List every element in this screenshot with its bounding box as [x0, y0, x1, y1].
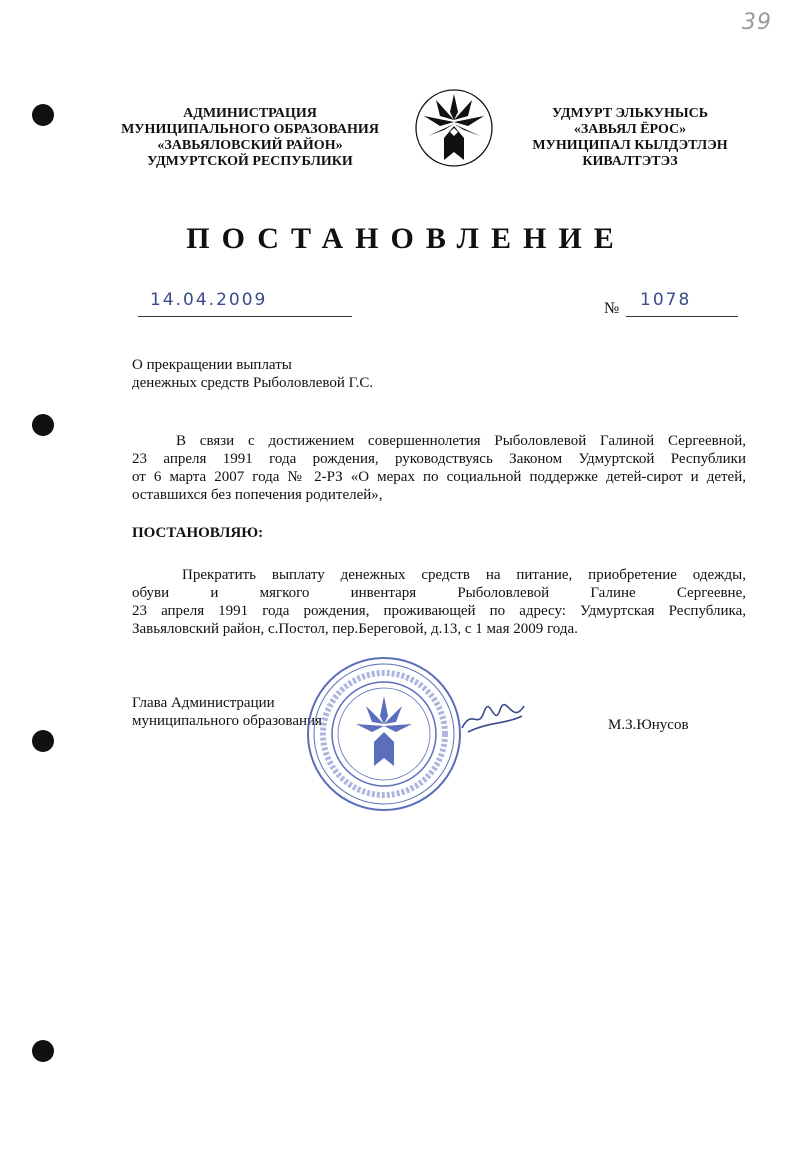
header-right	[530, 106, 730, 170]
header-left	[118, 106, 382, 170]
signature-name: М.З.Юнусов	[608, 717, 689, 733]
preamble-paragraph	[132, 432, 746, 504]
header-left-line: УДМУРТСКОЙ РЕСПУБЛИКИ	[147, 154, 353, 169]
header-left-line: МУНИЦИПАЛЬНОГО ОБРАЗОВАНИЯ	[121, 122, 379, 137]
header-right-line: КИВАЛТЭТЭЗ	[582, 154, 678, 169]
decree-paragraph	[132, 566, 746, 638]
header-right-line: УДМУРТ ЭЛЬКУНЫСЬ	[552, 106, 708, 121]
number-handwritten: 1078	[640, 290, 692, 310]
header-left-line: АДМИНИСТРАЦИЯ	[183, 106, 317, 121]
preamble-line: от 6 марта 2007 года № 2-РЗ «О мерах по социальной поддержке детей-сирот и детей,	[132, 469, 746, 485]
page-number: 39	[742, 10, 772, 35]
header-right-line: «ЗАВЬЯЛ ЁРОС»	[573, 122, 687, 137]
decree-line: Прекратить выплату денежных средств на питание, приобретение одежды,	[182, 567, 746, 583]
preamble-line: оставшихся без попечения родителей»,	[132, 487, 383, 503]
header-right-line: МУНИЦИПАЛ КЫЛДЭТЛЭН	[532, 138, 728, 153]
subject-line: О прекращении выплаты	[132, 357, 292, 373]
decree-line: обуви и мягкого инвентаря Рыболовлевой Галине Сергеевне,	[132, 585, 746, 601]
date-handwritten: 14.04.2009	[150, 290, 268, 310]
handwritten-signature-icon	[458, 698, 528, 738]
subject	[132, 356, 532, 392]
number-line	[626, 290, 738, 317]
punch-hole	[32, 104, 54, 126]
decree-line: 23 апреля 1991 года рождения, проживающей по адресу: Удмуртская Республика,	[132, 603, 746, 619]
punch-hole	[32, 730, 54, 752]
decree-line: Завьяловский район, с.Постол, пер.Береговой, д.13, с 1 мая 2009 года.	[132, 621, 578, 637]
punch-hole	[32, 414, 54, 436]
signature-title-line: муниципального образования	[132, 713, 322, 729]
preamble-line: 23 апреля 1991 года рождения, руководствуясь Законом Удмуртской Республики	[132, 451, 746, 467]
header-left-line: «ЗАВЬЯЛОВСКИЙ РАЙОН»	[157, 138, 343, 153]
subject-line: денежных средств Рыболовлевой Г.С.	[132, 375, 374, 391]
signature-title-line: Глава Администрации	[132, 695, 275, 711]
preamble-line: В связи с достижением совершеннолетия Рыболовлевой Галиной Сергеевной,	[176, 433, 746, 449]
punch-hole	[32, 1040, 54, 1062]
official-stamp-icon	[304, 654, 464, 814]
resolve-heading: ПОСТАНОВЛЯЮ:	[132, 525, 264, 541]
document-title: ПОСТАНОВЛЕНИЕ	[186, 222, 626, 255]
date-line	[138, 290, 352, 317]
district-emblem-icon	[414, 86, 494, 170]
number-label: №	[604, 300, 620, 317]
